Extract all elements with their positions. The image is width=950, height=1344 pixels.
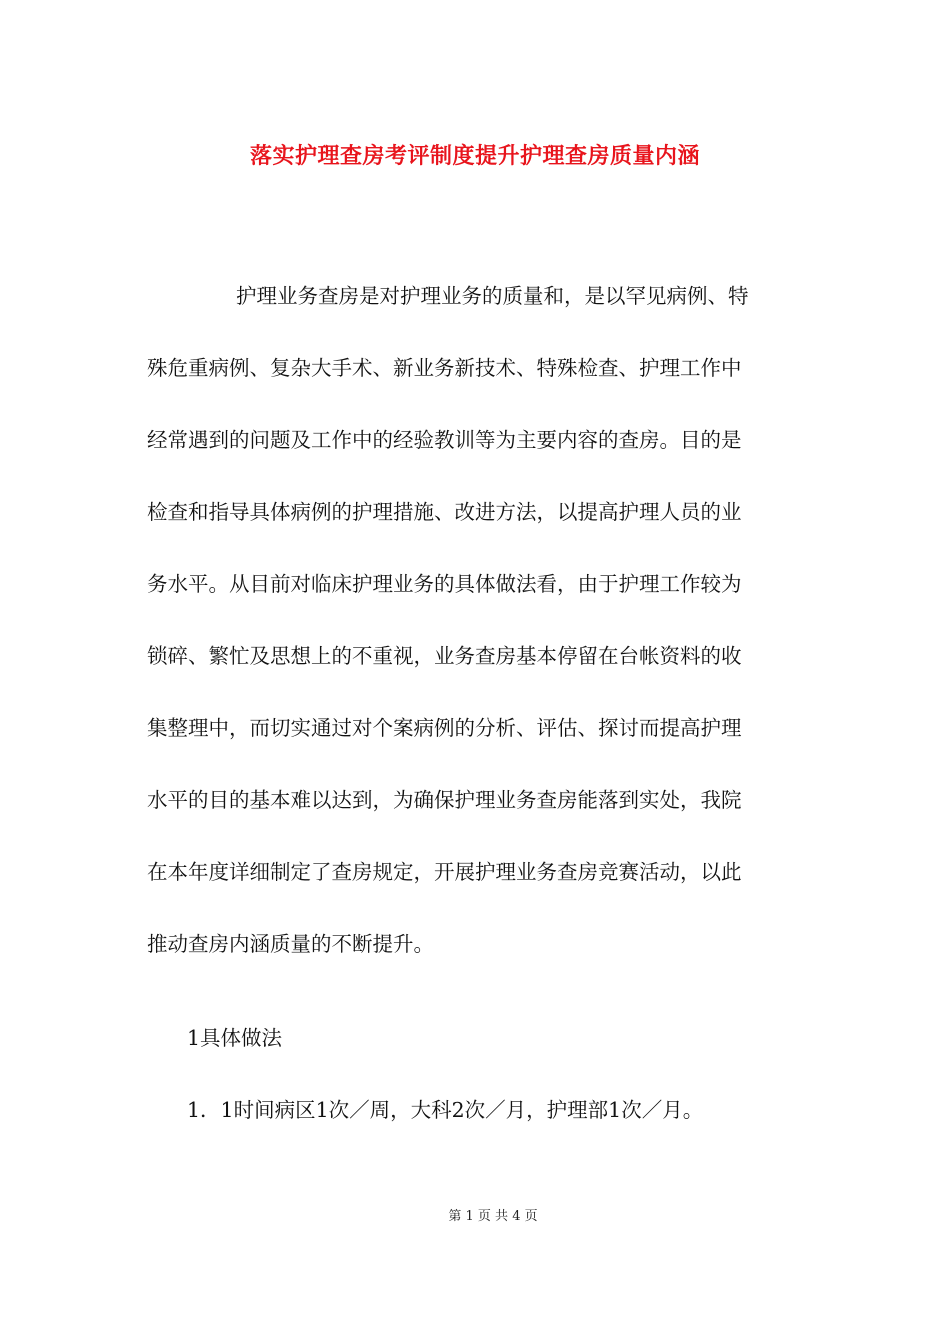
section-heading: 1具体做法: [187, 1026, 283, 1050]
paragraph-line: 殊危重病例、复杂大手术、新业务新技术、特殊检查、护理工作中: [147, 356, 742, 380]
paragraph-line: 推动查房内涵质量的不断提升。: [147, 932, 434, 956]
paragraph-line: 在本年度详细制定了查房规定，开展护理业务查房竞赛活动，以此: [147, 860, 742, 884]
list-item: 1．1时间病区1次／周，大科2次／月，护理部1次／月。: [187, 1098, 704, 1122]
paragraph-line: 集整理中，而切实通过对个案病例的分析、评估、探讨而提高护理: [147, 716, 742, 740]
paragraph-line: 经常遇到的问题及工作中的经验教训等为主要内容的查房。目的是: [147, 428, 742, 452]
paragraph-line: 务水平。从目前对临床护理业务的具体做法看，由于护理工作较为: [147, 572, 742, 596]
page-number-footer: 第 1 页 共 4 页: [448, 1209, 538, 1224]
paragraph-line: 锁碎、繁忙及思想上的不重视，业务查房基本停留在台帐资料的收: [147, 644, 742, 668]
paragraph-line: 水平的目的基本难以达到，为确保护理业务查房能落到实处，我院: [147, 788, 742, 812]
document-title: 落实护理查房考评制度提升护理查房质量内涵: [249, 143, 700, 169]
paragraph-line: 检查和指导具体病例的护理措施、改进方法，以提高护理人员的业: [147, 500, 742, 524]
paragraph-line: 护理业务查房是对护理业务的质量和，是以罕见病例、特: [236, 284, 749, 308]
